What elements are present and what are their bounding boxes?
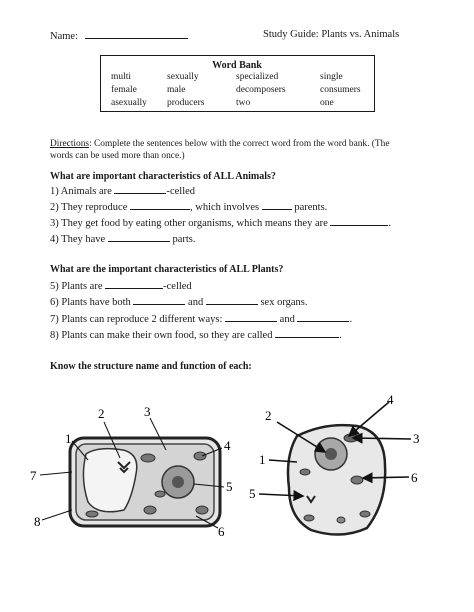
- animal-organelle: [351, 476, 363, 484]
- answer-blank[interactable]: [330, 217, 388, 226]
- question-3: [50, 217, 391, 230]
- question-4: [50, 233, 196, 246]
- vacuole: [83, 449, 136, 512]
- animal-label-4: 4: [387, 392, 394, 407]
- question-8: [50, 329, 342, 342]
- question-6: [50, 296, 308, 309]
- plant-cell-diagram: [28, 398, 248, 538]
- plant-label-4: 4: [224, 438, 231, 453]
- question-text: , which involves: [189, 202, 260, 213]
- animal-cell-diagram: [245, 392, 440, 542]
- question-text: 1) Animals are: [50, 186, 112, 197]
- nucleolus: [172, 476, 184, 488]
- question-text: .: [349, 314, 353, 325]
- question-text: 5) Plants are: [50, 281, 103, 292]
- name-field[interactable]: [85, 30, 188, 39]
- question-text: 7) Plants can reproduce 2 different ways:: [50, 314, 223, 325]
- question-text: 3) They get food by eating other organisms, which means they are: [50, 218, 328, 229]
- chloroplast: [194, 452, 206, 460]
- animal-label-2: 2: [265, 408, 272, 423]
- word-bank-word: female: [111, 85, 137, 95]
- question-text: 2) They reproduce: [50, 202, 128, 213]
- plant-label-2: 2: [98, 406, 105, 421]
- word-bank-word: single: [320, 72, 343, 82]
- question-text: -celled: [166, 186, 196, 197]
- structure-heading: Know the structure name and function of each:: [50, 361, 252, 372]
- answer-blank[interactable]: [114, 185, 166, 194]
- word-bank-word: specialized: [236, 72, 279, 82]
- question-1: [50, 185, 195, 198]
- question-text: 6) Plants have both: [50, 297, 131, 308]
- animal-organelle: [304, 515, 314, 521]
- directions: [50, 138, 390, 162]
- word-bank-word: male: [167, 85, 186, 95]
- answer-blank[interactable]: [133, 296, 185, 305]
- directions-text: : Complete the sentences below with the correct word from the word bank. (The: [89, 139, 390, 149]
- answer-blank[interactable]: [108, 233, 170, 242]
- plant-label-5: 5: [226, 479, 233, 494]
- word-bank-word: consumers: [320, 85, 361, 95]
- word-bank-word: multi: [111, 72, 132, 82]
- answer-blank[interactable]: [206, 296, 258, 305]
- animal-organelle: [337, 517, 345, 523]
- question-text: parts.: [172, 234, 196, 245]
- question-text: 8) Plants can make their own food, so they are called: [50, 330, 273, 341]
- chloroplast: [144, 506, 156, 514]
- word-bank-word: one: [320, 98, 334, 108]
- word-bank-word: asexually: [111, 98, 147, 108]
- animals-heading: What are important characteristics of ALL Animals?: [50, 171, 276, 182]
- plant-label-1: 1: [65, 431, 72, 446]
- chloroplast: [86, 511, 98, 517]
- question-2: [50, 201, 327, 214]
- word-bank-word: decomposers: [236, 85, 286, 95]
- word-bank-word: two: [236, 98, 251, 108]
- answer-blank[interactable]: [105, 280, 163, 289]
- question-7: [50, 313, 352, 326]
- question-text: .: [388, 218, 392, 229]
- plant-label-3: 3: [144, 404, 151, 419]
- answer-blank[interactable]: [262, 201, 292, 210]
- animal-label-5: 5: [249, 486, 256, 501]
- answer-blank[interactable]: [225, 313, 277, 322]
- question-text: and: [188, 297, 204, 308]
- mitochondrion: [155, 491, 165, 497]
- word-bank-word: producers: [167, 98, 205, 108]
- answer-blank[interactable]: [130, 201, 190, 210]
- plants-heading: What are the important characteristics of ALL Plants?: [50, 264, 284, 275]
- answer-blank[interactable]: [275, 329, 339, 338]
- chloroplast: [141, 454, 155, 462]
- plant-label-6: 6: [218, 524, 225, 538]
- animal-label-6: 6: [411, 470, 418, 485]
- animal-label-3: 3: [413, 431, 420, 446]
- animal-organelle: [360, 511, 370, 517]
- word-bank-title: Word Bank: [212, 60, 262, 71]
- answer-blank[interactable]: [297, 313, 349, 322]
- word-bank: [100, 55, 375, 112]
- name-row: [50, 30, 188, 43]
- chloroplast: [196, 506, 208, 514]
- animal-organelle: [300, 469, 310, 475]
- question-5: [50, 280, 192, 293]
- question-text: sex organs.: [260, 297, 308, 308]
- question-text: and: [279, 314, 295, 325]
- question-text: -celled: [163, 281, 192, 292]
- question-text: parents.: [294, 202, 328, 213]
- name-label: Name:: [50, 31, 78, 42]
- directions-label: Directions: [50, 139, 90, 149]
- word-bank-word: sexually: [167, 72, 199, 82]
- directions-text-continued: words can be used more than once.): [50, 151, 185, 161]
- animal-nucleolus: [325, 448, 337, 460]
- animal-label-1: 1: [259, 452, 266, 467]
- question-text: 4) They have: [50, 234, 106, 245]
- question-text: .: [339, 330, 342, 341]
- plant-label-7: 7: [30, 468, 37, 483]
- page-title: Study Guide: Plants vs. Animals: [263, 29, 400, 40]
- plant-label-8: 8: [34, 514, 41, 529]
